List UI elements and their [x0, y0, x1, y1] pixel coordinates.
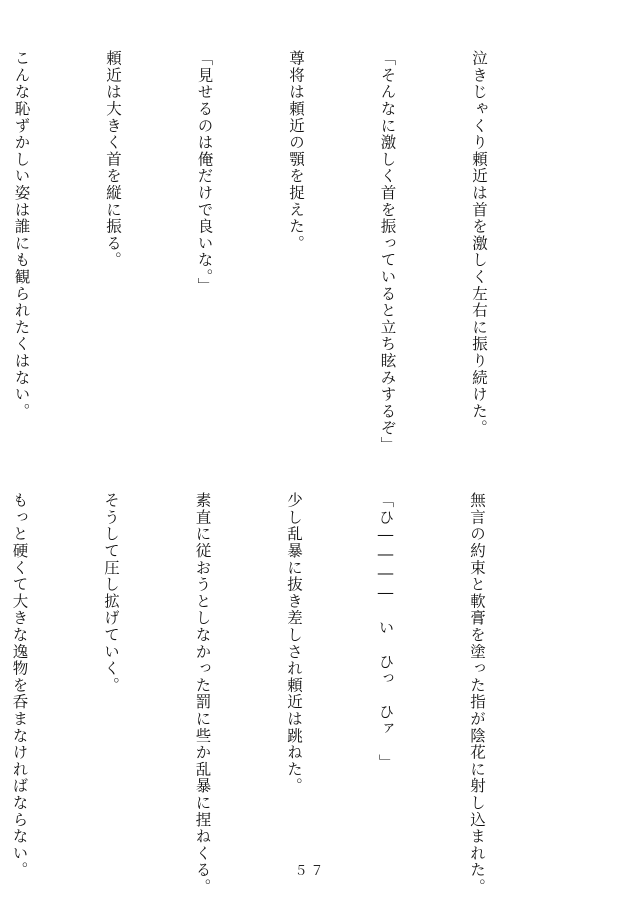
text-block-upper: [0, 50, 555, 454]
page-number: ５７: [294, 864, 327, 879]
text-line: 泣きじゃくり頼近は首を激しく左右に振り続けた。: [470, 50, 488, 437]
text-line: そうして圧し拡げていく。: [102, 492, 120, 694]
text-line: もっと硬くて大きな逸物を呑まなければならない。: [10, 492, 29, 879]
text-line: 素直に従おうとしなかった罰に些か乱暴に捏ねくる。: [193, 492, 212, 896]
text-line: 尊将は頼近の顎を捉えた。: [287, 50, 305, 252]
text-line: 少し乱暴に抜き差しされ頼近は跳ねた。: [285, 492, 303, 795]
text-line: 「見せるのは俺だけで良いな。」: [195, 50, 214, 295]
text-line: 頼近は大きく首を縦に振る。: [104, 50, 122, 269]
text-line: こんな恥ずかしい姿は誰にも観られたくはない。: [12, 50, 31, 420]
text-line: 「ひ―――― い ひっ ひァ 」: [376, 492, 395, 771]
text-line: 無言の約束と軟膏を塗った指が陰花に射し込まれた。: [468, 492, 486, 896]
text-line: 「そんなに激しく首を振っていると立ち眩みするぞ」: [378, 50, 397, 454]
